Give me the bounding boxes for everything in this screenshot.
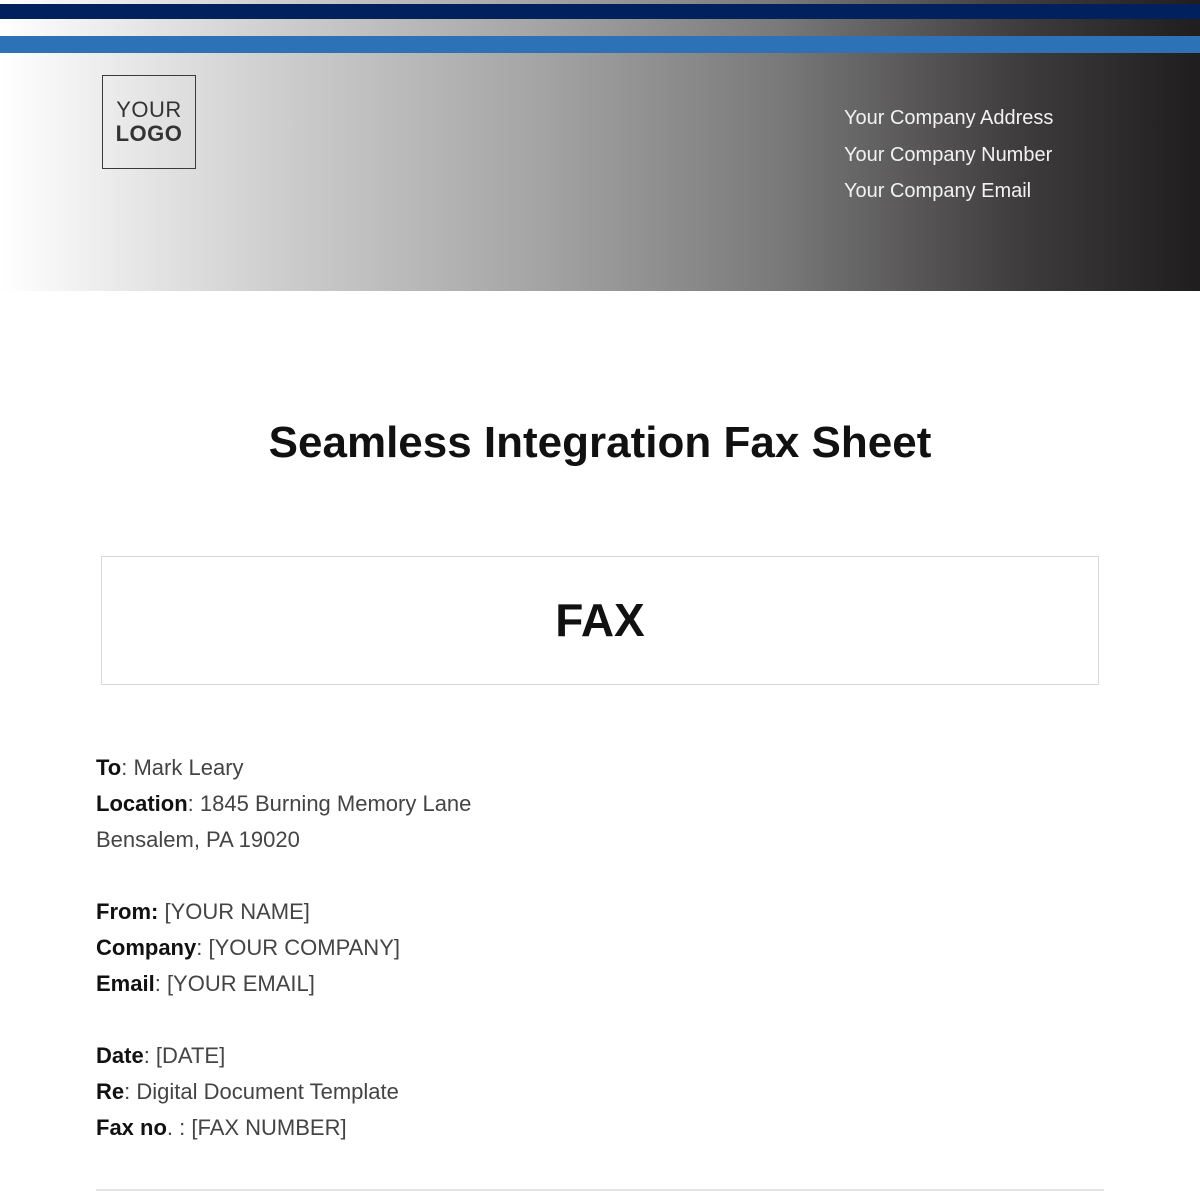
field-to: To: Mark Leary [96,755,244,780]
company-logo [102,75,196,169]
blue-stripe [0,36,1200,53]
navy-stripe [0,4,1200,19]
gradient-stripe [0,19,1200,36]
divider [96,1189,1104,1191]
field-label: Fax no [96,1115,167,1140]
field-label: Date [96,1043,144,1068]
field-value: [DATE] [155,1043,226,1068]
field-label: Email [96,971,155,996]
field-label: Location [96,791,188,816]
field-value: [YOUR EMAIL] [166,971,315,996]
field-value: [YOUR COMPANY] [208,935,400,960]
field-fax-number [96,1110,471,1146]
company-address: Your Company Address [844,107,1054,129]
logo-line1: YOUR [116,97,182,122]
field-label: Re [96,1079,125,1104]
field-value: [YOUR NAME] [164,899,310,924]
company-email: Your Company Email [844,180,1032,202]
field-value: Mark Leary [133,755,244,780]
field-company: Company: [YOUR COMPANY] [96,935,400,960]
field-re: Re: Digital Document Template [96,1079,399,1104]
field-date: Date: [DATE] [96,1043,226,1068]
field-label: From: [96,899,159,924]
fax-heading: FAX [555,594,645,646]
field-label: Company [96,935,197,960]
page-title: Seamless Integration Fax Sheet [268,418,932,467]
field-email: Email: [YOUR EMAIL] [96,971,315,996]
company-contact [844,100,1053,210]
field-separator: . : [166,1115,192,1140]
field-from [96,894,471,930]
field-location: Location: 1845 Burning Memory Lane [96,791,472,816]
fax-heading-box [101,556,1099,685]
field-value: Digital Document Template [136,1079,399,1104]
field-value: 1845 Burning Memory Lane [199,791,472,816]
field-location-line2: Bensalem, PA 19020 [96,827,300,852]
company-number: Your Company Number [844,143,1053,166]
field-label: To [96,755,122,780]
logo-line2: LOGO [115,121,183,146]
field-value: [FAX NUMBER] [191,1115,347,1140]
fax-fields [96,750,471,1146]
